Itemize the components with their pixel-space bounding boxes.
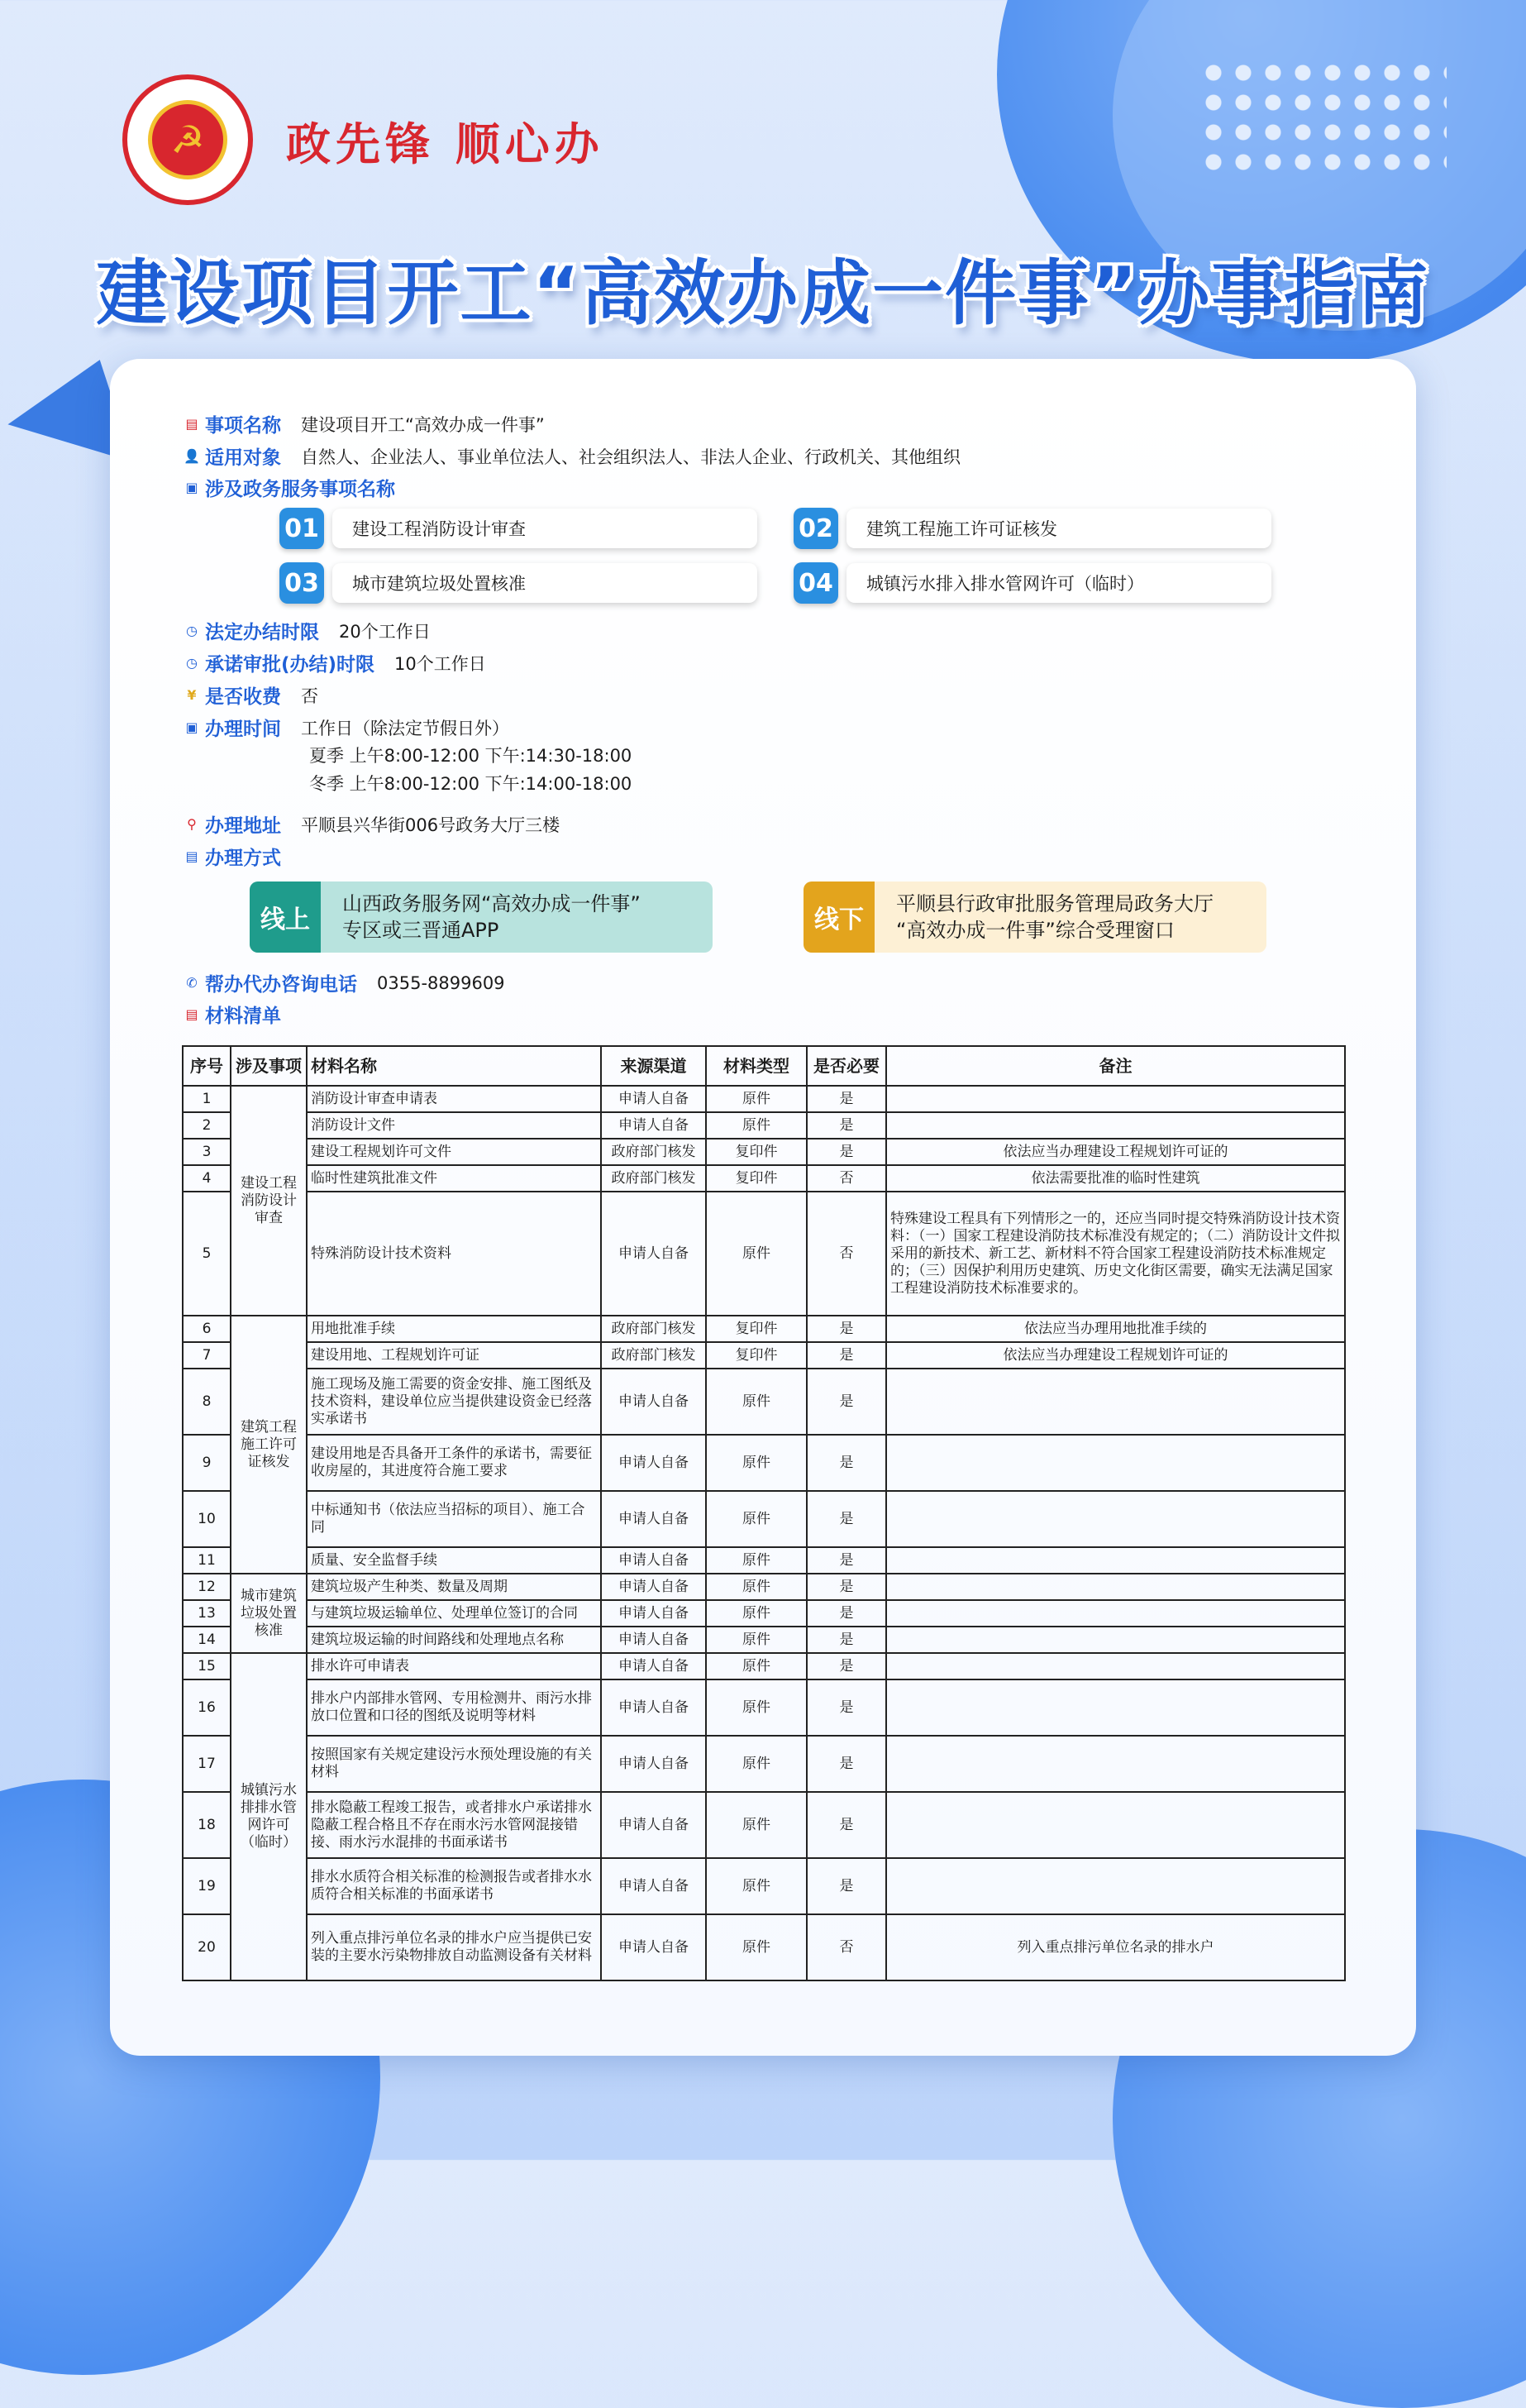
row-number-cell: 18 (183, 1792, 231, 1858)
type-cell: 原件 (706, 1547, 807, 1574)
table-row (183, 1653, 1345, 1679)
type-cell: 原件 (706, 1914, 807, 1980)
offline-tag: 线下 (804, 882, 875, 953)
material-name-cell: 施工现场及施工需要的资金安排、施工图纸及技术资料，建设单位应当提供建设资金已经落实承诺书 (307, 1369, 601, 1435)
required-cell: 是 (807, 1491, 886, 1547)
promise-time-value: 10个工作日 (394, 653, 486, 674)
table-row (183, 1192, 1345, 1316)
row-number-cell: 14 (183, 1627, 231, 1653)
source-cell: 申请人自备 (601, 1112, 706, 1139)
row-number-cell: 3 (183, 1139, 231, 1165)
service-item (279, 562, 757, 604)
type-cell: 原件 (706, 1653, 807, 1679)
required-cell: 是 (807, 1574, 886, 1600)
location-pin-icon: ⚲ (187, 815, 197, 832)
target-row (184, 442, 961, 470)
legal-time-value: 20个工作日 (339, 621, 431, 642)
user-icon: 👤 (184, 447, 200, 464)
calendar-icon: ▣ (185, 719, 198, 735)
fee-row (184, 681, 318, 709)
material-name-cell: 建筑垃圾产生种类、数量及周期 (307, 1574, 601, 1600)
table-body (183, 1086, 1345, 1980)
type-cell: 原件 (706, 1627, 807, 1653)
row-number-cell: 20 (183, 1914, 231, 1980)
method-label: 办理方式 (205, 848, 281, 869)
source-cell: 申请人自备 (601, 1653, 706, 1679)
note-cell (886, 1792, 1345, 1858)
slogan: 政先锋 顺心办 (286, 118, 604, 170)
phone-icon: ✆ (186, 974, 198, 991)
services-row (184, 474, 415, 501)
row-number-cell: 13 (183, 1600, 231, 1627)
row-number-cell: 12 (183, 1574, 231, 1600)
required-cell: 是 (807, 1792, 886, 1858)
type-cell: 原件 (706, 1574, 807, 1600)
source-cell: 政府部门核发 (601, 1342, 706, 1369)
table-row (183, 1574, 1345, 1600)
source-cell: 政府部门核发 (601, 1165, 706, 1192)
note-cell (886, 1112, 1345, 1139)
item-name-row (184, 410, 545, 437)
type-cell: 原件 (706, 1086, 807, 1112)
type-cell: 原件 (706, 1192, 807, 1316)
type-cell: 原件 (706, 1435, 807, 1491)
legal-time-label: 法定办结时限 (205, 622, 319, 643)
row-number-cell: 4 (183, 1165, 231, 1192)
method-row (184, 843, 301, 870)
material-name-cell: 用地批准手续 (307, 1316, 601, 1342)
required-cell: 是 (807, 1139, 886, 1165)
party-emblem-logo (122, 74, 253, 205)
note-cell: 依法应当办理用地批准手续的 (886, 1316, 1345, 1342)
required-cell: 否 (807, 1914, 886, 1980)
required-cell: 是 (807, 1600, 886, 1627)
header-cell: 备注 (886, 1046, 1345, 1086)
header-cell: 序号 (183, 1046, 231, 1086)
table-header-row (183, 1046, 1345, 1086)
note-cell: 列入重点排污单位名录的排水户 (886, 1914, 1345, 1980)
item-name-label: 事项名称 (205, 415, 281, 437)
note-cell (886, 1574, 1345, 1600)
table-row (183, 1627, 1345, 1653)
header-cell: 涉及事项 (231, 1046, 307, 1086)
source-cell: 申请人自备 (601, 1679, 706, 1736)
service-item (279, 508, 757, 549)
source-cell: 申请人自备 (601, 1491, 706, 1547)
note-cell (886, 1858, 1345, 1914)
required-cell: 是 (807, 1653, 886, 1679)
address-row (184, 810, 560, 838)
row-number-cell: 10 (183, 1491, 231, 1547)
material-name-cell: 消防设计文件 (307, 1112, 601, 1139)
service-name: 城市建筑垃圾处置核准 (332, 563, 757, 603)
decorative-dot-grid (1199, 58, 1447, 182)
required-cell: 是 (807, 1627, 886, 1653)
type-cell: 复印件 (706, 1165, 807, 1192)
online-method-card (250, 882, 713, 953)
required-cell: 是 (807, 1858, 886, 1914)
material-name-cell: 与建筑垃圾运输单位、处理单位签订的合同 (307, 1600, 601, 1627)
material-name-cell: 按照国家有关规定建设污水预处理设施的有关材料 (307, 1736, 601, 1792)
required-cell: 是 (807, 1342, 886, 1369)
row-number-cell: 9 (183, 1435, 231, 1491)
note-cell (886, 1435, 1345, 1491)
service-number: 01 (279, 508, 324, 549)
source-cell: 申请人自备 (601, 1192, 706, 1316)
hours-line: 夏季 上午8:00-12:00 下午:14:30-18:00 (309, 746, 632, 766)
source-cell: 申请人自备 (601, 1736, 706, 1792)
row-number-cell: 15 (183, 1653, 231, 1679)
phone-row (184, 969, 505, 996)
material-name-cell: 排水户内部排水管网、专用检测井、雨污水排放口位置和口径的图纸及说明等材料 (307, 1679, 601, 1736)
note-cell: 依法需要批准的临时性建筑 (886, 1165, 1345, 1192)
note-cell (886, 1653, 1345, 1679)
service-name: 城镇污水排入排水管网许可（临时） (846, 563, 1271, 603)
table-row (183, 1369, 1345, 1435)
type-cell: 原件 (706, 1679, 807, 1736)
service-number: 03 (279, 562, 324, 604)
header-cell: 是否必要 (807, 1046, 886, 1086)
target-label: 适用对象 (205, 447, 281, 469)
service-number: 02 (794, 508, 838, 549)
group-cell: 城镇污水排排水管网许可（临时） (231, 1653, 307, 1980)
material-name-cell: 列入重点排污单位名录的排水户应当提供已安装的主要水污染物排放自动监测设备有关材料 (307, 1914, 601, 1980)
source-cell: 申请人自备 (601, 1858, 706, 1914)
source-cell: 申请人自备 (601, 1600, 706, 1627)
document-icon: ▤ (185, 848, 198, 864)
source-cell: 政府部门核发 (601, 1316, 706, 1342)
required-cell: 否 (807, 1192, 886, 1316)
hours-row (184, 714, 509, 741)
material-name-cell: 排水许可申请表 (307, 1653, 601, 1679)
materials-table (182, 1045, 1346, 1981)
material-name-cell: 建设用地是否具备开工条件的承诺书，需要征收房屋的，其进度符合施工要求 (307, 1435, 601, 1491)
type-cell: 原件 (706, 1112, 807, 1139)
materials-label: 材料清单 (205, 1006, 281, 1027)
row-number-cell: 19 (183, 1858, 231, 1914)
note-cell: 依法应当办理建设工程规划许可证的 (886, 1139, 1345, 1165)
row-number-cell: 7 (183, 1342, 231, 1369)
row-number-cell: 1 (183, 1086, 231, 1112)
material-name-cell: 建筑垃圾运输的时间路线和处理地点名称 (307, 1627, 601, 1653)
source-cell: 申请人自备 (601, 1914, 706, 1980)
legal-time-row (184, 617, 431, 644)
online-tag: 线上 (250, 882, 321, 953)
service-item (794, 562, 1271, 604)
type-cell: 原件 (706, 1792, 807, 1858)
note-cell (886, 1369, 1345, 1435)
table-row (183, 1342, 1345, 1369)
material-name-cell: 临时性建筑批准文件 (307, 1165, 601, 1192)
materials-row (184, 1001, 301, 1028)
promise-time-row (184, 649, 486, 676)
source-cell: 申请人自备 (601, 1086, 706, 1112)
services-label: 涉及政务服务事项名称 (205, 479, 395, 500)
type-cell: 原件 (706, 1491, 807, 1547)
item-name-value: 建设项目开工“高效办成一件事” (301, 414, 545, 435)
table-row (183, 1914, 1345, 1980)
table-row (183, 1435, 1345, 1491)
note-cell (886, 1547, 1345, 1574)
address-label: 办理地址 (205, 815, 281, 837)
table-row (183, 1858, 1345, 1914)
material-name-cell: 特殊消防设计技术资料 (307, 1192, 601, 1316)
required-cell: 是 (807, 1435, 886, 1491)
required-cell: 是 (807, 1316, 886, 1342)
material-name-cell: 建设用地、工程规划许可证 (307, 1342, 601, 1369)
source-cell: 申请人自备 (601, 1792, 706, 1858)
source-cell: 申请人自备 (601, 1369, 706, 1435)
row-number-cell: 8 (183, 1369, 231, 1435)
hours-line: 冬季 上午8:00-12:00 下午:14:00-18:00 (309, 774, 632, 794)
list-icon: ▤ (185, 1006, 198, 1022)
source-cell: 申请人自备 (601, 1627, 706, 1653)
table-row (183, 1600, 1345, 1627)
note-cell (886, 1627, 1345, 1653)
hours-label: 办理时间 (205, 719, 281, 740)
clock-icon: ◷ (186, 622, 198, 638)
required-cell: 否 (807, 1165, 886, 1192)
row-number-cell: 6 (183, 1316, 231, 1342)
required-cell: 是 (807, 1547, 886, 1574)
table-row (183, 1139, 1345, 1165)
type-cell: 原件 (706, 1369, 807, 1435)
note-cell (886, 1679, 1345, 1736)
table-row (183, 1679, 1345, 1736)
type-cell: 复印件 (706, 1316, 807, 1342)
group-cell: 建设工程消防设计审查 (231, 1086, 307, 1316)
required-cell: 是 (807, 1736, 886, 1792)
table-row (183, 1316, 1345, 1342)
material-name-cell: 建设工程规划许可文件 (307, 1139, 601, 1165)
type-cell: 复印件 (706, 1342, 807, 1369)
money-icon: ¥ (187, 686, 197, 703)
table-row (183, 1112, 1345, 1139)
material-name-cell: 排水隐蔽工程竣工报告，或者排水户承诺排水隐蔽工程合格且不存在雨水污水管网混接错接、雨水污水混排的书面承诺书 (307, 1792, 601, 1858)
hours-line: 工作日（除法定节假日外） (301, 718, 509, 738)
type-cell: 复印件 (706, 1139, 807, 1165)
fee-label: 是否收费 (205, 686, 281, 708)
building-icon: ▣ (185, 479, 198, 495)
service-name: 建筑工程施工许可证核发 (846, 509, 1271, 548)
material-name-cell: 消防设计审查申请表 (307, 1086, 601, 1112)
required-cell: 是 (807, 1086, 886, 1112)
table-row (183, 1165, 1345, 1192)
online-text: 山西政务服务网“高效办成一件事” 专区或三晋通APP (342, 892, 641, 942)
table-row (183, 1547, 1345, 1574)
note-cell (886, 1736, 1345, 1792)
type-cell: 原件 (706, 1600, 807, 1627)
header-cell: 材料名称 (307, 1046, 601, 1086)
table-row (183, 1086, 1345, 1112)
promise-time-label: 承诺审批(办结)时限 (205, 654, 375, 676)
required-cell: 是 (807, 1369, 886, 1435)
note-cell: 特殊建设工程具有下列情形之一的，还应当同时提交特殊消防设计技术资料：（一）国家工程建设消防技术标准没有规定的；（二）消防设计文件拟采用的新技术、新工艺、新材料不符合国家工程建设消防技术标准规定的；（三）因保护利用历史建筑、历史文化街区需要，确实无法满足国家工程建设消防技术标准要求的。 (886, 1192, 1345, 1316)
party-emblem-icon: ☭ (148, 100, 227, 179)
source-cell: 政府部门核发 (601, 1139, 706, 1165)
note-cell (886, 1086, 1345, 1112)
target-value: 自然人、企业法人、事业单位法人、社会组织法人、非法人企业、行政机关、其他组织 (301, 447, 961, 467)
note-cell (886, 1491, 1345, 1547)
row-number-cell: 5 (183, 1192, 231, 1316)
form-icon: ▤ (185, 415, 198, 432)
phone-label: 帮办代办咨询电话 (205, 974, 357, 996)
service-item (794, 508, 1271, 549)
table-row (183, 1491, 1345, 1547)
type-cell: 原件 (706, 1736, 807, 1792)
row-number-cell: 2 (183, 1112, 231, 1139)
note-cell: 依法应当办理建设工程规划许可证的 (886, 1342, 1345, 1369)
row-number-cell: 11 (183, 1547, 231, 1574)
phone-value: 0355-8899609 (377, 972, 505, 993)
table-row (183, 1736, 1345, 1792)
header-cell: 来源渠道 (601, 1046, 706, 1086)
table-row (183, 1792, 1345, 1858)
row-number-cell: 16 (183, 1679, 231, 1736)
address-value: 平顺县兴华街006号政务大厅三楼 (301, 815, 560, 835)
required-cell: 是 (807, 1679, 886, 1736)
source-cell: 申请人自备 (601, 1574, 706, 1600)
group-cell: 城市建筑垃圾处置核准 (231, 1574, 307, 1653)
group-cell: 建筑工程施工许可证核发 (231, 1316, 307, 1574)
offline-text: 平顺县行政审批服务管理局政务大厅 “高效办成一件事”综合受理窗口 (896, 892, 1214, 942)
service-number: 04 (794, 562, 838, 604)
type-cell: 原件 (706, 1858, 807, 1914)
note-cell (886, 1600, 1345, 1627)
offline-method-card (804, 882, 1266, 953)
page-title: 建设项目开工“高效办成一件事”办事指南 (96, 252, 1430, 335)
clock-icon: ◷ (186, 654, 198, 671)
material-name-cell: 质量、安全监督手续 (307, 1547, 601, 1574)
fee-value: 否 (301, 686, 318, 706)
material-name-cell: 排水水质符合相关标准的检测报告或者排水水质符合相关标准的书面承诺书 (307, 1858, 601, 1914)
header-cell: 材料类型 (706, 1046, 807, 1086)
service-name: 建设工程消防设计审查 (332, 509, 757, 548)
required-cell: 是 (807, 1112, 886, 1139)
source-cell: 申请人自备 (601, 1435, 706, 1491)
row-number-cell: 17 (183, 1736, 231, 1792)
source-cell: 申请人自备 (601, 1547, 706, 1574)
material-name-cell: 中标通知书（依法应当招标的项目）、施工合同 (307, 1491, 601, 1547)
